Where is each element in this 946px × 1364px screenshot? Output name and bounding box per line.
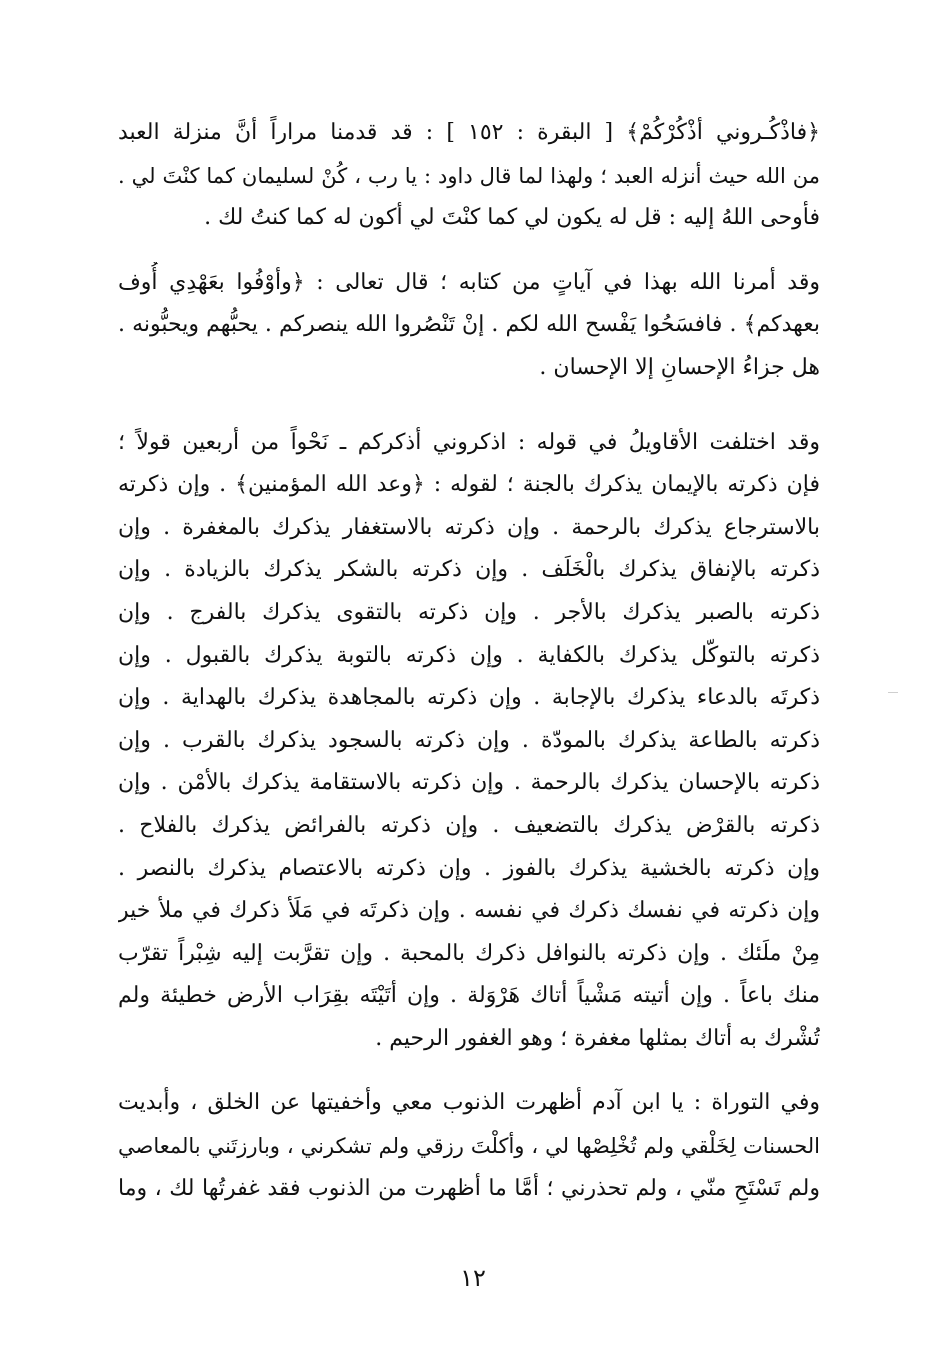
text-line: الحسنات لِخَلْقي ولم تُخْلِصْها لي ، وأكلْتَ رزقي ولم تشكرني ، وبارزتَني بالمعاصي (118, 1134, 820, 1159)
text-line: فأوحى اللهُ إليه : قل له يكون لي كما كنْتَ لي أكون له كما كنتُ لك . (204, 205, 820, 231)
text-line: ذكرته بالصبر يذكرك بالأجر . وإن ذكرته بالتقوى يذكرك بالفرج . وإن (118, 599, 820, 625)
text-line: ولم تَسْتَحِ منّي ، ولم تحذرني ؛ أمَّا ما أظهرت من الذنوب فقد غفرتُها لك ، وما (118, 1175, 820, 1201)
text-line: وإن ذكرته بالخشية يذكرك بالفوز . وإن ذكرته بالاعتصام يذكرك بالنصر . (118, 855, 820, 881)
page-number: ١٢ (460, 1264, 486, 1292)
paragraph-4 (118, 1082, 820, 1210)
text-line: وقد أمرنا الله بهذا في آياتٍ من كتابه ؛ قال تعالى : ﴿وأوْفُوا بعَهْدِي أُوف (118, 269, 820, 295)
text-line: فإن ذكرته بالإيمان يذكرك بالجنة ؛ لقوله : ﴿وعد الله المؤمنين﴾ . وإن ذكرته (118, 472, 820, 498)
text-line: منك باعاً . وإن أتيته مَشْياً أتاك هَرْوَلة . وإن أتَيْتَه بقِرَاب الأرض خطيئة ولم (118, 983, 820, 1009)
text-line: ذكرتَه بالدعاء يذكرك بالإجابة . وإن ذكرته بالمجاهدة يذكرك بالهداية . وإن (118, 685, 820, 711)
text-line: ذكرته بالتوكّل يذكرك بالكفاية . وإن ذكرته بالتوبة يذكرك بالقبول . وإن (118, 642, 820, 668)
margin-mark (888, 692, 898, 693)
text-line: ذكرته بالطاعة يذكرك بالمودّة . وإن ذكرته بالسجود يذكرك بالقرب . وإن (118, 727, 820, 753)
text-line: ذكرته بالقرْض يذكرك بالتضعيف . وإن ذكرته بالفرائض يذكرك بالفلاح . (118, 812, 820, 838)
text-line: من الله حيث أنزله العبد ؛ ولهذا لما قال داود : يا رب ، كُنْ لسليمان كما كنْتَ لي . (118, 163, 820, 188)
text-line: بالاسترجاع يذكرك بالرحمة . وإن ذكرته بالاستغفار يذكرك بالمغفرة . وإن (118, 514, 820, 540)
paragraph-2 (118, 262, 820, 390)
text-line: ذكرته بالإحسان يذكرك بالرحمة . وإن ذكرته بالاستقامة يذكرك بالأمْن . وإن (118, 770, 820, 796)
text-line: بعهدكم﴾ . فافسَحُوا يَفْسح الله لكم . إنْ تَنْصُروا الله ينصركم . يحبُّهم ويحبُّونه . (118, 312, 820, 338)
text-line: ﴿فاذْكُـروني أذْكُرْكُمْ﴾ [ البقرة : ١٥٢ ] : قد قدمنا مراراً أنَّ منزلة العبد (118, 120, 820, 145)
text-line: هل جزاءُ الإحسانِ إلا الإحسان . (539, 354, 820, 380)
paragraph-3 (118, 422, 820, 1061)
text-line: مِنْ ملَئك . وإن ذكرته بالنوافل ذكرك بالمحبة . وإن تقرَّبت إليه شِبْراً تقرّب (118, 940, 820, 966)
text-line: ذكرته بالإنفاق يذكرك بالْخَلَف . وإن ذكرته بالشكر يذكرك بالزيادة . وإن (118, 557, 820, 583)
text-line: وفي التوراة : يا ابن آدم أظهرت الذنوب معي وأخفيتها عن الخلق ، وأبديت (118, 1090, 820, 1116)
text-line: تُشْرك به أتاك بمثلها مغفرة ؛ وهو الغفور الرحيم . (375, 1025, 820, 1051)
text-line: وإن ذكرته في نفسك ذكرك في نفسه . وإن ذكرتَه في مَلَأ ذكرك في ملأ خير (118, 898, 820, 924)
paragraph-1 (118, 112, 820, 240)
text-line: وقد اختلفت الأقاويلُ في قوله : اذكروني أذكركم ـ نَحْواً من أربعين قولاً ؛ (118, 429, 820, 455)
page-body (118, 112, 820, 1210)
